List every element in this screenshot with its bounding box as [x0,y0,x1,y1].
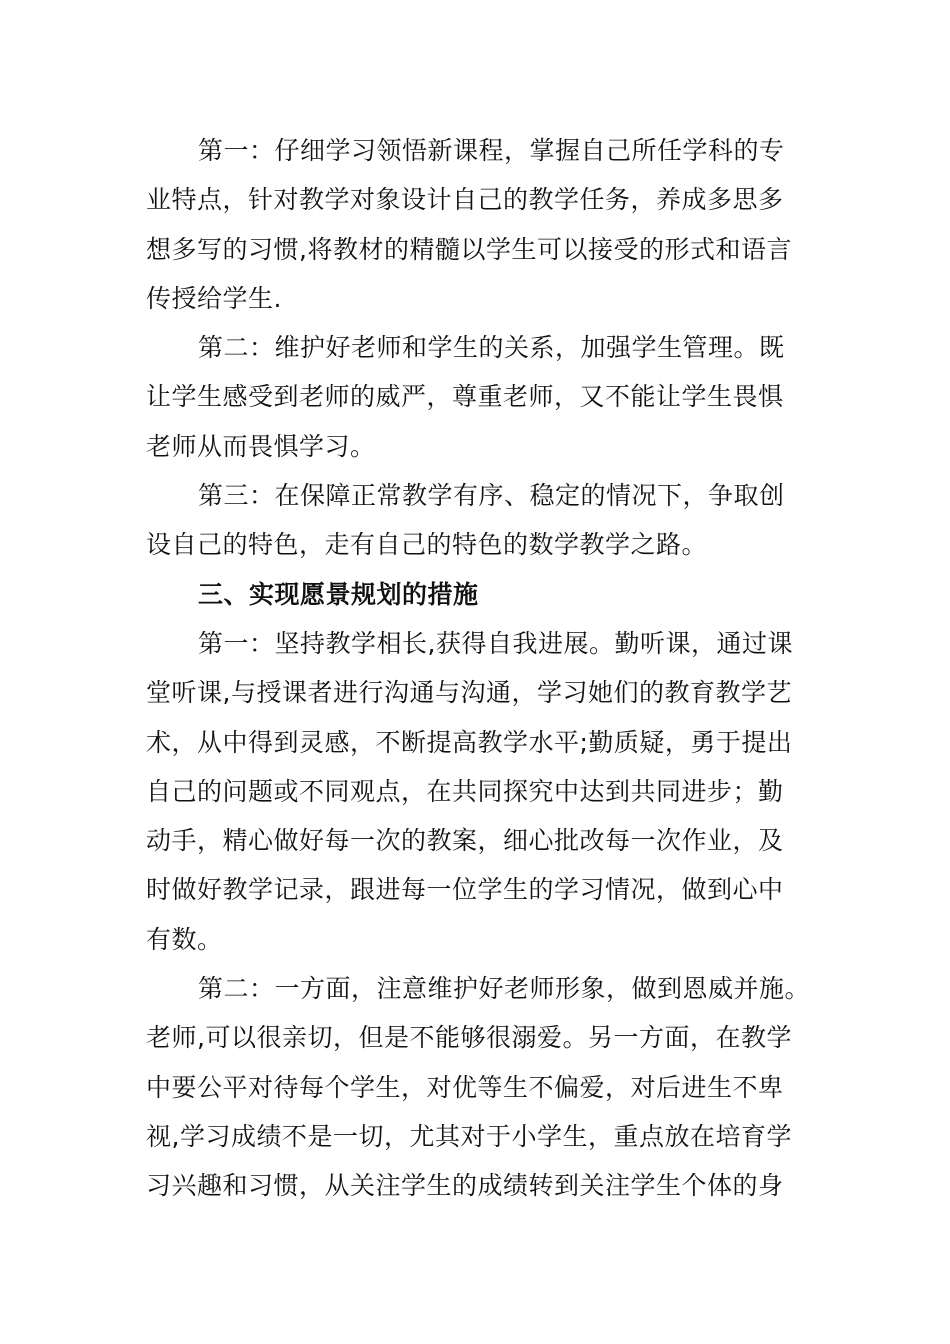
paragraph-2 [146,323,816,471]
line: 有数。 [146,924,223,954]
line: 中要公平对待每个学生，对优等生不偏爱，对后进生不卑 [146,1072,784,1102]
section-heading [146,570,816,619]
line: 第一：仔细学习领悟新课程，掌握自己所任学科的专 [198,136,785,165]
line: 自己的问题或不同观点，在共同探究中达到共同进步；勤 [146,776,784,806]
line: 老师,可以很亲切，但是不能够很溺爱。另一方面，在教学 [146,1023,792,1053]
line: 传授给学生. [146,283,282,313]
paragraph-5 [146,964,816,1210]
line: 习兴趣和习惯，从关注学生的成绩转到关注学生个体的身 [146,1171,784,1201]
line: 视,学习成绩不是一切，尤其对于小学生，重点放在培育学 [146,1121,792,1151]
paragraph-3 [146,471,816,570]
line: 业特点，针对教学对象设计自己的教学任务，养成多思多 [146,185,784,215]
line: 时做好教学记录，跟进每一位学生的学习情况，做到心中 [146,875,784,905]
line: 第二：一方面，注意维护好老师形象，做到恩威并施。 [198,974,811,1004]
line: 第一：坚持教学相长,获得自我进展。勤听课，通过课 [198,628,793,658]
line: 设自己的特色，走有自己的特色的数学教学之路。 [146,530,708,560]
line: 让学生感受到老师的威严，尊重老师，又不能让学生畏惧 [146,382,784,412]
line: 堂听课,与授课者进行沟通与沟通，学习她们的教育教学艺 [146,678,792,708]
line: 术，从中得到灵感，不断提高教学水平;勤质疑，勇于提出 [146,727,793,757]
line: 老师从而畏惧学习。 [146,431,376,461]
paragraph-1 [146,126,816,323]
document-body [146,126,816,1211]
line: 第三：在保障正常教学有序、稳定的情况下，争取创 [198,481,785,511]
heading-text: 三、实现愿景规划的措施 [198,579,479,609]
line: 想多写的习惯,将教材的精髓以学生可以接受的形式和语言 [146,234,792,264]
line: 第二：维护好老师和学生的关系，加强学生管理。既 [198,333,785,363]
paragraph-4 [146,619,816,964]
line: 动手，精心做好每一次的教案，细心批改每一次作业，及 [146,826,784,856]
